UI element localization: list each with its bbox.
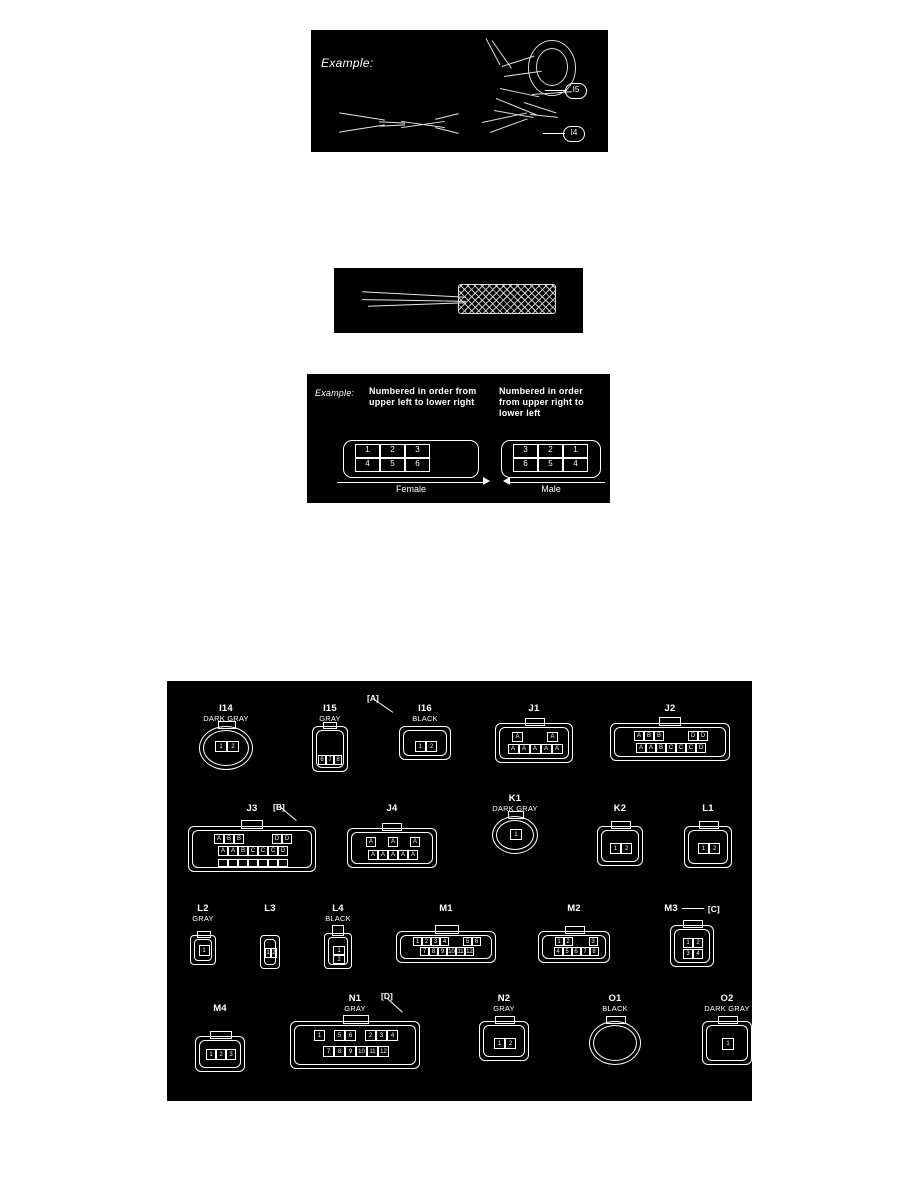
pin: C	[676, 743, 686, 753]
pin: A	[388, 850, 398, 860]
female-pin: 2	[380, 444, 405, 458]
pin: A	[378, 850, 388, 860]
connector-body	[324, 933, 352, 969]
pin: 1	[333, 946, 345, 955]
female-pin: 4	[355, 458, 380, 472]
pin: 4	[387, 1030, 398, 1041]
male-pin: 5	[538, 458, 563, 472]
connector-cell-l3	[241, 903, 299, 969]
connector-id: J1	[528, 703, 540, 714]
connector-color: DARK GRAY	[203, 714, 249, 723]
connector-color: BLACK	[325, 914, 351, 923]
pin: 11	[367, 1046, 378, 1057]
male-pin: 1	[563, 444, 588, 458]
pin: 1	[698, 843, 709, 854]
pin: 1	[415, 741, 426, 752]
female-pin: 5	[380, 458, 405, 472]
connector-id: I16	[418, 703, 432, 714]
connector-body	[495, 723, 573, 763]
pin: 1	[413, 937, 422, 946]
connector-cell-j1	[479, 703, 589, 763]
pin: 2	[709, 843, 720, 854]
pin: 4	[440, 937, 449, 946]
pin: 8	[334, 1046, 345, 1057]
pin: 7	[581, 947, 590, 956]
pin: 3	[683, 949, 693, 959]
connector-cell-l2	[173, 903, 233, 965]
female-pin: 6	[405, 458, 430, 472]
male-pin: 3	[513, 444, 538, 458]
pin: 6	[572, 947, 581, 956]
connector-id: K2	[613, 803, 627, 814]
connector-cell-i15	[287, 703, 373, 772]
connector-body	[479, 1021, 529, 1061]
pin: A	[214, 834, 224, 844]
pin: A	[398, 850, 408, 860]
pin: 2	[333, 955, 345, 964]
bracket-d: [D]	[381, 991, 393, 1001]
pin: 12	[466, 949, 473, 955]
connector-id: N2	[497, 993, 511, 1004]
pin: 10	[356, 1046, 367, 1057]
pin: 1	[683, 938, 693, 948]
pin: 3	[376, 1030, 387, 1041]
connector-cell-m2	[519, 903, 629, 963]
numbering-heading-right: Numbered in order from upper right to lower left	[499, 386, 584, 418]
connector-body	[610, 723, 730, 761]
connector-cell-o1	[561, 993, 669, 1065]
pin: 1	[494, 1038, 505, 1049]
pin: A	[646, 743, 656, 753]
connector-body	[188, 826, 316, 872]
pin: 2	[216, 1049, 226, 1060]
figure-shielded-cable	[334, 268, 583, 333]
pin: A	[634, 731, 644, 741]
pin: 2	[621, 843, 632, 854]
connector-body	[190, 935, 216, 965]
connector-color: BLACK	[412, 714, 438, 723]
numbering-example-label: Example:	[315, 388, 355, 398]
connector-id: L4	[332, 903, 344, 914]
connector-color: GRAY	[319, 714, 341, 723]
pin: D	[272, 834, 282, 844]
pin: 8	[590, 947, 599, 956]
pin: 2	[505, 1038, 516, 1049]
connector-cell-j4	[333, 803, 451, 868]
pin: C	[686, 743, 696, 753]
pin: 11	[457, 949, 464, 955]
connector-id: J4	[386, 803, 398, 814]
connector-cell-i16	[367, 693, 471, 760]
connector-cell-o2	[667, 993, 752, 1065]
pin: B	[224, 834, 234, 844]
pin: A	[547, 732, 558, 742]
pin: 9	[438, 947, 447, 956]
pin: 10	[448, 949, 455, 955]
connector-cell-i14	[177, 703, 275, 770]
pin: 5	[334, 1030, 345, 1041]
pin: 1	[510, 829, 522, 840]
pin: 3	[431, 937, 440, 946]
female-pin: 3	[405, 444, 430, 458]
connector-body	[199, 726, 253, 770]
pin: 7	[323, 1046, 334, 1057]
connector-id: L1	[702, 803, 714, 814]
connector-body	[195, 1036, 245, 1072]
female-pin: 1	[355, 444, 380, 458]
bracket-a: [A]	[367, 693, 379, 703]
connector-body	[399, 726, 451, 760]
figure-connector-chart	[167, 681, 752, 1101]
pin: 1	[266, 950, 270, 956]
connector-body	[538, 931, 610, 963]
connector-color: BLACK	[602, 1004, 628, 1013]
connector-cell-m3	[637, 903, 747, 967]
connector-id: L2	[197, 903, 209, 914]
pin: 1	[722, 1038, 734, 1050]
connector-id: I14	[219, 703, 233, 714]
connector-cell-k2	[573, 803, 667, 866]
connector-cell-l4	[303, 903, 373, 969]
connector-body	[347, 828, 437, 868]
pin: A	[512, 732, 523, 742]
pin: 1	[199, 945, 210, 956]
bracket-c: [C]	[707, 903, 720, 914]
pin: A	[410, 837, 420, 847]
male-pin: 4	[563, 458, 588, 472]
connector-id: O2	[720, 993, 734, 1004]
pin: A	[636, 743, 646, 753]
pin: D	[688, 731, 698, 741]
connector-id: J2	[664, 703, 676, 714]
callout-i4: I4	[563, 126, 585, 142]
connector-cell-n1	[277, 993, 433, 1069]
connector-body	[597, 826, 643, 866]
cable-wires	[362, 292, 462, 306]
shield-braid	[458, 284, 556, 314]
pin: D	[698, 731, 708, 741]
pin: 1	[610, 843, 621, 854]
connector-id: K1	[508, 793, 522, 804]
pin: 8	[429, 947, 438, 956]
pin: 5	[563, 947, 572, 956]
pin: 6	[318, 755, 326, 765]
connector-id: N1	[348, 993, 362, 1004]
pin: D	[282, 834, 292, 844]
connector-body	[312, 726, 348, 772]
male-pin: 2	[538, 444, 563, 458]
pin: D	[696, 743, 706, 753]
pin: 2	[272, 950, 276, 956]
pin: 2	[693, 938, 703, 948]
pin: 7	[326, 755, 334, 765]
pin: 2	[365, 1030, 376, 1041]
connector-cell-j2	[597, 703, 743, 761]
pin: A	[508, 744, 519, 754]
connector-id: M2	[567, 903, 581, 914]
pin: 2	[564, 937, 573, 946]
male-caption: Male	[541, 484, 561, 494]
pin: C	[268, 846, 278, 856]
connector-body	[684, 826, 732, 868]
pin: A	[519, 744, 530, 754]
male-pin: 6	[513, 458, 538, 472]
pin: 6	[345, 1030, 356, 1041]
figure-terminal-numbering	[307, 374, 610, 503]
pin: B	[644, 731, 654, 741]
connector-color: DARK GRAY	[704, 1004, 750, 1013]
pin: A	[541, 744, 552, 754]
pin: C	[258, 846, 268, 856]
connector-cell-m1	[383, 903, 509, 963]
connector-cell-k1	[463, 793, 567, 854]
connector-id: M3	[664, 903, 678, 914]
pin: 5	[463, 937, 472, 946]
pin: 2	[422, 937, 431, 946]
connector-id: O1	[608, 993, 622, 1004]
pin: B	[656, 743, 666, 753]
pin: A	[366, 837, 376, 847]
pin: A	[530, 744, 541, 754]
pin: A	[218, 846, 228, 856]
pin: 12	[378, 1046, 389, 1057]
connector-color: DARK GRAY	[492, 804, 538, 813]
pin: 3	[226, 1049, 236, 1060]
connector-cell-j3	[177, 803, 327, 872]
connector-body	[396, 931, 496, 963]
connector-body	[260, 935, 280, 969]
connector-cell-l1	[667, 803, 749, 868]
pin: A	[228, 846, 238, 856]
connector-body	[589, 1021, 641, 1065]
pin: 1	[206, 1049, 216, 1060]
figure-splice-example	[311, 30, 608, 152]
callout-i5: I5	[565, 83, 587, 99]
connector-id: M4	[213, 1003, 227, 1014]
pin: A	[388, 837, 398, 847]
connector-body	[290, 1021, 420, 1069]
connector-cell-n2	[455, 993, 553, 1061]
pin: 8	[334, 755, 342, 765]
numbering-heading-left: Numbered in order from upper left to lower right	[369, 386, 477, 407]
pin: C	[666, 743, 676, 753]
pin: 7	[420, 947, 429, 956]
connector-body	[702, 1021, 752, 1065]
connector-color: GRAY	[192, 914, 214, 923]
connector-id: M1	[439, 903, 453, 914]
pin: 2	[227, 741, 239, 752]
pin: 1	[555, 937, 564, 946]
connector-id: L3	[264, 903, 276, 914]
connector-body	[670, 925, 714, 967]
pin: 9	[345, 1046, 356, 1057]
female-caption: Female	[395, 484, 426, 494]
connector-id: J3	[246, 803, 258, 814]
splice-example-label: Example:	[321, 56, 374, 70]
pin: A	[408, 850, 418, 860]
connector-cell-m4	[175, 1003, 265, 1072]
pin: 4	[554, 947, 563, 956]
pin: 1	[314, 1030, 325, 1041]
pin: 4	[693, 949, 703, 959]
connector-color: GRAY	[493, 1004, 515, 1013]
connector-id: I15	[323, 703, 337, 714]
pin: B	[234, 834, 244, 844]
connector-body	[492, 816, 538, 854]
pin: 1	[215, 741, 227, 752]
pin: 2	[426, 741, 437, 752]
pin: B	[238, 846, 248, 856]
bracket-b: [B]	[273, 802, 285, 812]
pin: D	[278, 846, 288, 856]
pin: C	[248, 846, 258, 856]
pin: B	[654, 731, 664, 741]
connector-color: GRAY	[344, 1004, 366, 1013]
pin: A	[368, 850, 378, 860]
pin: 6	[472, 937, 481, 946]
pin: 3	[589, 937, 598, 946]
twisted-wire-illustration	[339, 112, 459, 138]
pin: A	[552, 744, 563, 754]
